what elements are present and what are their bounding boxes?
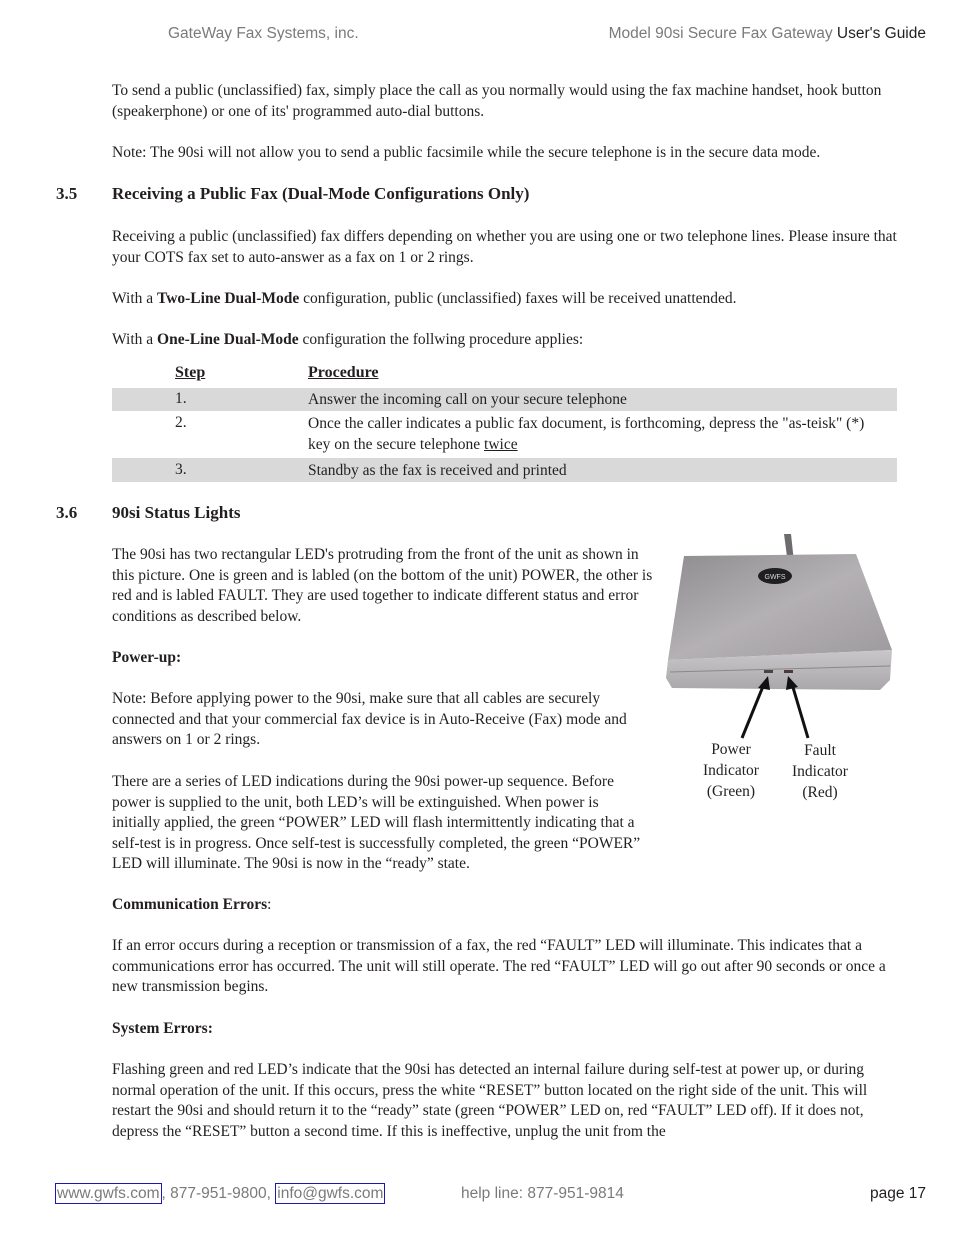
- website-link[interactable]: www.gwfs.com: [57, 1185, 160, 1202]
- text-run: With a: [112, 331, 158, 348]
- powerup-note: Note: Before applying power to the 90si, make sure that all cables are securely connected and that your commercial fax device is in Auto-Receive (Fax) mode and answers on 1 or 2 rings.: [112, 690, 627, 748]
- powerup-sequence: [112, 772, 902, 875]
- comm-errors-text: If an error occurs during a reception or transmission of a fax, the red “FAULT” LED will illuminate. This indicates that a communications error has occurred. The unit will still operate. The red “FAULT” LED will go out after 90 seconds or once a new transmission begins.: [112, 937, 886, 995]
- text-run: , 877-951-9800,: [161, 1185, 276, 1202]
- text-run: Once the caller indicates a public fax document, is forthcoming, depress the "as-teisk" (*) key on the secure telephone: [308, 415, 865, 453]
- header-model: Model 90si Secure Fax Gateway: [608, 25, 833, 42]
- page-number: page 17: [869, 1185, 926, 1202]
- procedure-text: Answer the incoming call on your secure telephone: [308, 391, 627, 408]
- header-guide: User's Guide: [836, 25, 926, 42]
- step-number: 3.: [175, 461, 187, 478]
- caption-line: Indicator: [703, 762, 759, 779]
- table-row: [112, 412, 897, 456]
- table-header-step: Step: [175, 364, 206, 381]
- email-link[interactable]: info@gwfs.com: [277, 1185, 384, 1202]
- table-row: [112, 458, 897, 482]
- caption-line: Indicator: [792, 763, 848, 780]
- power-led: [764, 670, 773, 673]
- caption-line: (Green): [706, 783, 756, 800]
- section-3-5-paragraph-2: [112, 289, 902, 310]
- intro-paragraph-1: To send a public (unclassified) fax, simply place the call as you normally would using the fax machine handset, hook button (speakerphone) or one of its' programmed auto-dial buttons.: [112, 82, 882, 120]
- power-arrow: [742, 684, 764, 738]
- step-number: 2.: [175, 414, 187, 431]
- table-row: [112, 388, 897, 411]
- procedure-text: Standby as the fax is received and printed: [308, 462, 567, 479]
- section-title-3-5: Receiving a Public Fax (Dual-Mode Configurations Only): [112, 184, 530, 203]
- comm-errors-heading: [112, 895, 902, 916]
- intro-paragraph-2: Note: The 90si will not allow you to send a public facsimile while the secure telephone is in the secure data mode.: [112, 144, 821, 161]
- procedure-text: [308, 414, 878, 455]
- text-run: With a: [112, 290, 158, 307]
- section-title-3-6: 90si Status Lights: [112, 503, 241, 522]
- fault-arrow: [792, 684, 808, 738]
- caption-line: Power: [711, 741, 751, 758]
- powerup-heading: Power-up:: [112, 649, 182, 666]
- text-run: :: [267, 896, 272, 913]
- section-number-3-6: 3.6: [56, 503, 78, 522]
- header-title: [609, 25, 926, 43]
- footer-helpline: help line: 877-951-9814: [461, 1185, 624, 1202]
- one-line-dual-mode: One-Line Dual-Mode: [157, 331, 299, 348]
- two-line-dual-mode: Two-Line Dual-Mode: [157, 290, 300, 307]
- system-errors-heading: System Errors:: [112, 1020, 213, 1037]
- section-3-5-paragraph-1: Receiving a public (unclassified) fax differs depending on whether you are using one or two telephone lines. Please insure that your COTS fax set to auto-answer as a fax on 1 or 2 rings.: [112, 228, 897, 266]
- text-run: configuration the follwing procedure applies:: [298, 331, 584, 348]
- text-run: Communication Errors: [112, 896, 268, 913]
- fault-led: [784, 670, 793, 673]
- system-errors-text: Flashing green and red LED’s indicate that the 90si has detected an internal failure during self-test at power up, or during normal operation of the unit. If this occurs, press the white “RESET” button located on the right side of the unit. This will restart the 90si and should return it to the “ready” state (green “POWER” LED on, red “FAULT” LED off). If it does not, depress the “RESET” button a second time. If this is ineffective, unplug the unit from the: [112, 1061, 868, 1140]
- text-wrap-spacer: [647, 772, 902, 834]
- table-header-procedure: Procedure: [308, 364, 379, 381]
- header-company: GateWay Fax Systems, inc.: [168, 25, 359, 42]
- caption-line: Fault: [804, 742, 836, 759]
- section-3-5-paragraph-3: [112, 330, 902, 351]
- caption-line: (Red): [802, 784, 838, 801]
- section-number-3-5: 3.5: [56, 184, 78, 203]
- footer-contact: [55, 1185, 385, 1203]
- text-run: configuration, public (unclassified) faxes will be received unattended.: [299, 290, 737, 307]
- underlined-twice: twice: [484, 435, 518, 453]
- text-run: There are a series of LED indications during the 90si power-up sequence. Before power is supplied to the unit, both LED’s will be extinguished. When power is initially applied, the green “POWER” LED will flash intermittently indicating that a self-test is in progress. Once self-test is successfully completed, the green “POWER” LED will illuminate. The 90si is now in the “ready” state.: [112, 773, 641, 872]
- section-3-6-paragraph-1: The 90si has two rectangular LED's protruding from the front of the unit as shown in this picture. One is green and is labled (on the bottom of the unit) POWER, the other is red and is labled FAULT. They are used together to indicate different status and error conditions as described below.: [112, 546, 653, 625]
- logo-text: GWFS: [764, 574, 786, 581]
- step-number: 1.: [175, 390, 187, 407]
